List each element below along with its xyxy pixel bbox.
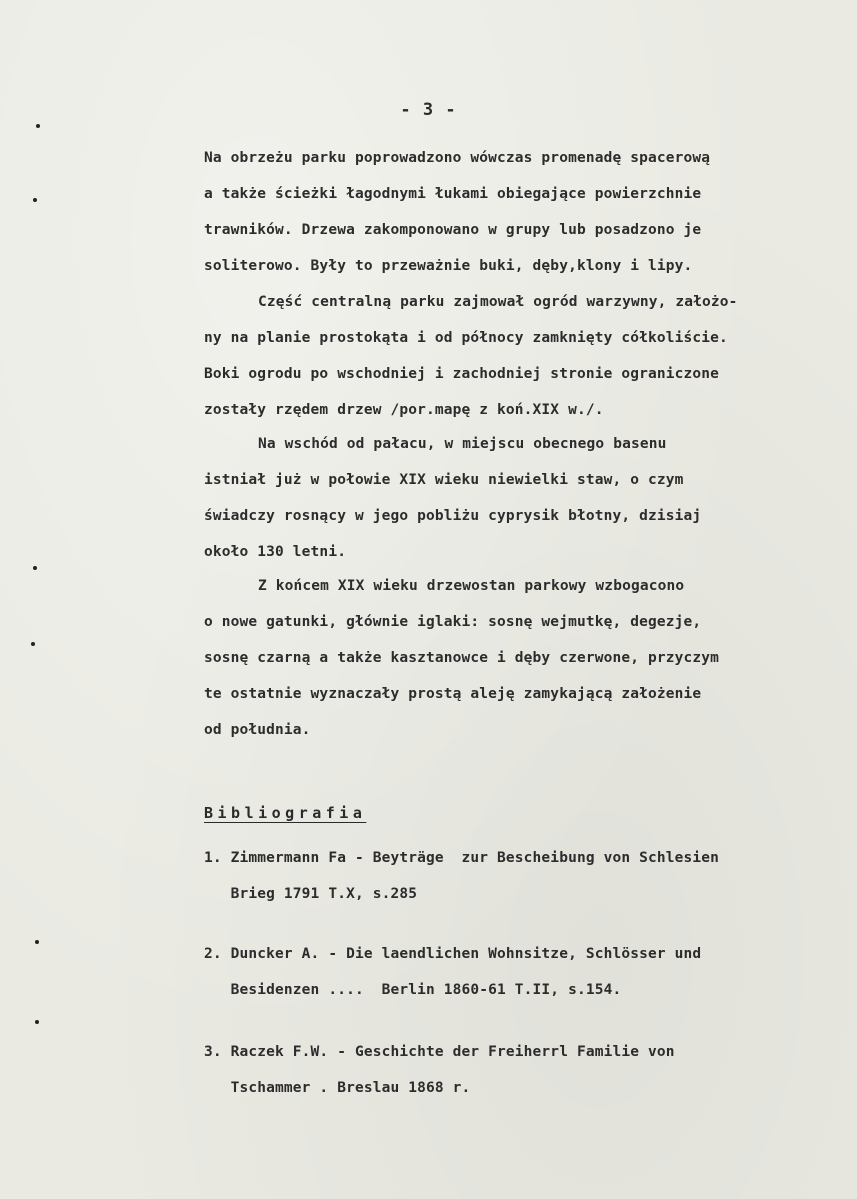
margin-mark [33, 198, 37, 202]
margin-mark [35, 940, 39, 944]
text-line: te ostatnie wyznaczały prostą aleję zamykającą założenie [204, 686, 702, 702]
bibliography-heading: Bibliografia [204, 804, 367, 822]
bibliography-line: Besidenzen .... Berlin 1860-61 T.II, s.154. [204, 982, 622, 998]
text-line: Na wschód od pałacu, w miejscu obecnego basenu [258, 436, 667, 452]
text-line: soliterowo. Były to przeważnie buki, dęby,klony i lipy. [204, 258, 693, 274]
bibliography-line: Tschammer . Breslau 1868 r. [204, 1080, 471, 1096]
text-line: a także ścieżki łagodnymi łukami obiegające powierzchnie [204, 186, 702, 202]
text-line: zostały rzędem drzew /por.mapę z koń.XIX w./. [204, 402, 604, 418]
margin-mark [33, 566, 37, 570]
text-line: świadczy rosnący w jego pobliżu cyprysik błotny, dzisiaj [204, 508, 702, 524]
bibliography-line: 1. Zimmermann Fa - Beyträge zur Bescheibung von Schlesien [204, 850, 720, 866]
margin-mark [36, 124, 40, 128]
text-line: o nowe gatunki, głównie iglaki: sosnę wejmutkę, degezje, [204, 614, 702, 630]
text-line: około 130 letni. [204, 544, 347, 560]
text-line: trawników. Drzewa zakomponowano w grupy lub posadzono je [204, 222, 702, 238]
margin-mark [35, 1020, 39, 1024]
bibliography-line: 2. Duncker A. - Die laendlichen Wohnsitze, Schlösser und [204, 946, 702, 962]
margin-mark [31, 642, 35, 646]
text-line: Z końcem XIX wieku drzewostan parkowy wzbogacono [258, 578, 685, 594]
bibliography-line: 3. Raczek F.W. - Geschichte der Freiherrl Familie von [204, 1044, 675, 1060]
text-line: istniał już w połowie XIX wieku niewielki staw, o czym [204, 472, 684, 488]
text-line: ny na planie prostokąta i od północy zamknięty cółkoliście. [204, 330, 728, 346]
bibliography-line: Brieg 1791 T.X, s.285 [204, 886, 418, 902]
text-line: Boki ogrodu po wschodniej i zachodniej stronie ograniczone [204, 366, 720, 382]
text-line: Na obrzeżu parku poprowadzono wówczas promenadę spacerową [204, 150, 711, 166]
text-line: Część centralną parku zajmował ogród warzywny, założo- [258, 294, 738, 310]
page-number: - 3 - [400, 100, 457, 120]
text-line: sosnę czarną a także kasztanowce i dęby czerwone, przyczym [204, 650, 720, 666]
text-line: od południa. [204, 722, 311, 738]
